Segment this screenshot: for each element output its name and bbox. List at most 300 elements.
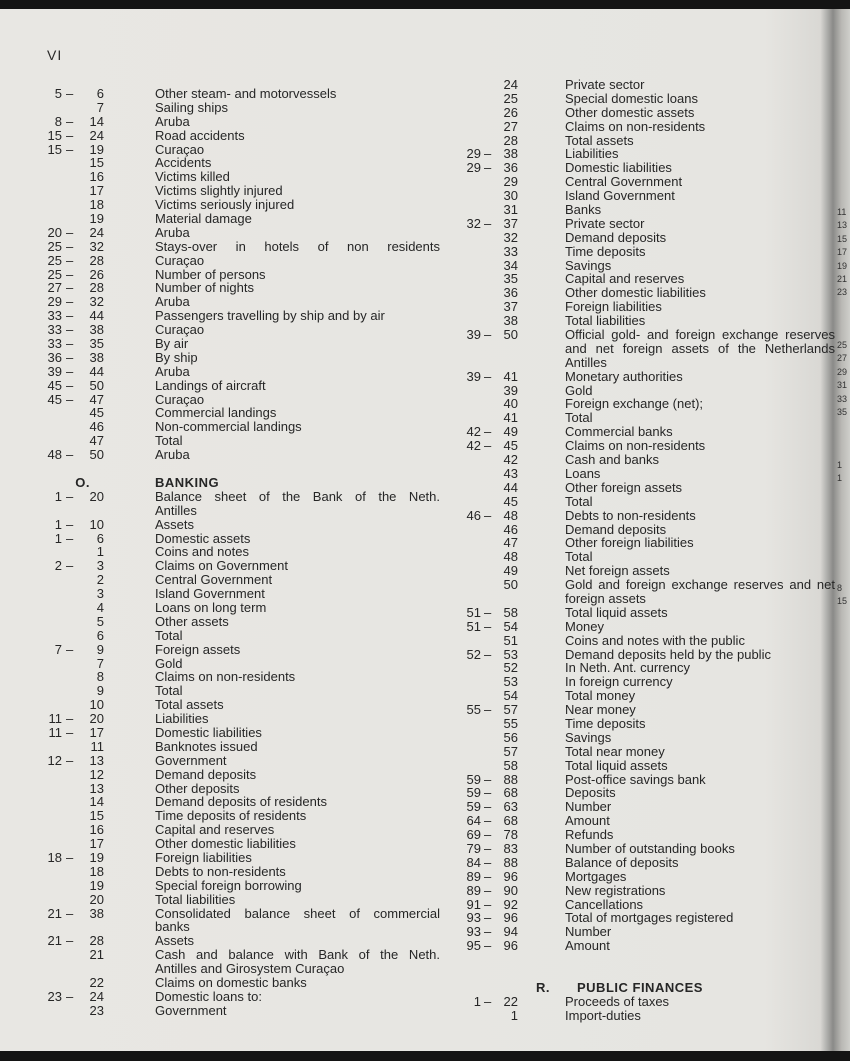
list-item: [0, 365, 440, 379]
table-title: Total liabilities: [155, 891, 236, 907]
table-number-from: 93: [466, 910, 481, 926]
table-number-to: 46: [89, 419, 104, 435]
list-item: [0, 559, 440, 573]
table-title: Stays-over in hotels of non residents: [155, 239, 440, 254]
table-title: Total: [565, 410, 593, 426]
list-item: [0, 920, 440, 934]
table-number-to: 41: [503, 368, 518, 384]
list-item: [440, 661, 850, 675]
table-title: Government: [155, 1002, 227, 1018]
list-item: [0, 393, 440, 407]
edge-number: 1: [837, 460, 843, 470]
table-number-to: 38: [503, 146, 518, 162]
table-number-to: 42: [503, 452, 518, 468]
list-item: [440, 161, 850, 175]
table-title: Claims on non-residents: [155, 669, 296, 685]
table-number-to: 83: [503, 840, 518, 856]
table-number-to: 14: [89, 794, 104, 810]
table-number-from: 55: [466, 702, 481, 718]
list-item: [440, 564, 850, 578]
table-number-to: 3: [96, 586, 104, 602]
document-page: [0, 9, 850, 1051]
table-number-from: 15: [47, 141, 62, 157]
range-dash: –: [484, 438, 492, 454]
list-item: [0, 865, 440, 879]
table-title: Victims slightly injured: [155, 183, 283, 199]
table-number-to: 14: [89, 113, 104, 129]
table-title: Private sector: [565, 215, 645, 231]
range-dash: –: [66, 641, 74, 657]
edge-number: 25: [837, 340, 848, 350]
table-number-to: 22: [503, 993, 518, 1009]
table-title: Domestic loans to:: [155, 988, 262, 1004]
edge-number: 19: [837, 260, 848, 271]
table-number-to: 18: [89, 197, 104, 213]
table-title: Foreign assets: [155, 641, 241, 657]
table-title: Other foreign liabilities: [565, 535, 694, 551]
edge-number: 15: [837, 596, 848, 607]
table-number-from: 32: [466, 215, 481, 231]
list-item: [0, 337, 440, 351]
spacer: [440, 967, 850, 981]
spacer: [0, 462, 440, 476]
section-heading: [440, 981, 850, 995]
table-number-to: 5: [96, 613, 104, 629]
table-number-from: 95: [466, 938, 481, 954]
list-item: [440, 120, 850, 134]
table-number-from: 59: [466, 785, 481, 801]
table-number-to: 19: [89, 877, 104, 893]
list-item: [440, 134, 850, 148]
table-number-from: 7: [54, 641, 62, 657]
list-item: [0, 434, 440, 448]
table-number-to: 10: [89, 697, 104, 713]
next-page-edge-numbers: [837, 207, 847, 301]
table-title: In Neth. Ant. currency: [565, 660, 691, 676]
table-title: Post-office savings bank: [565, 771, 706, 787]
list-item: [0, 184, 440, 198]
table-number-to: 45: [89, 405, 104, 421]
list-item: [0, 295, 440, 309]
list-item: [0, 309, 440, 323]
list-item: [440, 870, 850, 884]
table-title: Balance sheet of the Bank of the Neth.: [155, 489, 440, 504]
table-title: Aruba: [155, 447, 190, 463]
table-number-to: 49: [503, 563, 518, 579]
table-title: Cash and balance with Bank of the Neth.: [155, 948, 440, 963]
range-dash: –: [484, 327, 492, 343]
table-number-to: 54: [503, 618, 518, 634]
list-item: [0, 879, 440, 893]
table-number-to: 40: [503, 396, 518, 412]
list-item: [0, 143, 440, 157]
table-title: Money: [565, 618, 605, 634]
list-item: [0, 851, 440, 865]
table-number-to: 9: [96, 683, 104, 699]
list-item: [0, 809, 440, 823]
table-title: Domestic liabilities: [155, 724, 262, 740]
list-item: [0, 976, 440, 990]
table-title: Deposits: [565, 785, 616, 801]
table-title: Time deposits: [565, 715, 646, 731]
table-number-from: 29: [466, 146, 481, 162]
table-title: Import-duties: [565, 1007, 641, 1023]
list-item: [0, 406, 440, 420]
range-dash: –: [484, 507, 492, 523]
table-number-to: 68: [503, 813, 518, 829]
table-title: Coins and notes: [155, 544, 249, 560]
edge-number: 11: [837, 207, 847, 217]
table-number-to: 39: [503, 382, 518, 398]
table-number-to: 24: [503, 77, 518, 92]
table-title: Capital and reserves: [565, 271, 685, 287]
list-item: [440, 703, 850, 717]
table-title: Domestic liabilities: [565, 160, 672, 176]
table-title: Domestic assets: [155, 530, 251, 546]
table-title: Total liquid assets: [565, 757, 668, 773]
range-dash: –: [66, 252, 74, 268]
table-title: Other domestic liabilities: [565, 285, 706, 301]
list-item: [440, 536, 850, 550]
list-item: [0, 87, 440, 101]
list-item: [0, 156, 440, 170]
list-item: [0, 240, 440, 254]
list-item: [0, 198, 440, 212]
range-dash: –: [484, 160, 492, 176]
table-number-to: 17: [89, 724, 104, 740]
list-item: [440, 1009, 850, 1023]
range-dash: –: [484, 604, 492, 620]
list-item: [440, 939, 850, 953]
table-number-from: 93: [466, 924, 481, 940]
table-number-from: 25: [47, 252, 62, 268]
table-number-from: 33: [47, 308, 62, 324]
range-dash: –: [66, 447, 74, 463]
table-title: Sailing ships: [155, 99, 228, 115]
table-number-from: 15: [47, 127, 62, 143]
next-page-edge-numbers: [837, 460, 842, 487]
table-title: Total assets: [155, 697, 224, 713]
table-number-to: 35: [503, 271, 518, 287]
table-title: Foreign liabilities: [565, 299, 662, 315]
list-item: [440, 911, 850, 925]
table-title: Aruba: [155, 363, 190, 379]
table-number-to: 15: [89, 155, 104, 171]
table-number-to: 28: [89, 933, 104, 949]
table-title: Assets: [155, 516, 195, 532]
table-title: Monetary authorities: [565, 368, 683, 384]
table-number-to: 58: [503, 757, 518, 773]
table-title: Road accidents: [155, 127, 245, 143]
section-letter: O.: [75, 474, 90, 490]
list-item: [0, 323, 440, 337]
range-dash: –: [66, 127, 74, 143]
range-dash: –: [66, 488, 74, 504]
table-title: Curaçao: [155, 322, 205, 338]
list-item: [440, 439, 850, 453]
table-number-to: 6: [96, 530, 104, 546]
list-item: [440, 272, 850, 286]
table-title: Demand deposits: [565, 521, 667, 537]
table-number-to: 56: [503, 729, 518, 745]
table-number-to: 30: [503, 188, 518, 204]
range-dash: –: [66, 308, 74, 324]
list-item: [0, 504, 440, 518]
table-title: Material damage: [155, 211, 252, 227]
table-number-to: 21: [89, 947, 104, 963]
list-item: [0, 782, 440, 796]
range-dash: –: [66, 752, 74, 768]
list-item: [440, 759, 850, 773]
table-title: Near money: [565, 702, 636, 718]
table-number-to: 25: [503, 90, 518, 106]
table-title: Passengers travelling by ship and by air: [155, 308, 385, 324]
list-item: [440, 342, 850, 356]
table-number-from: 33: [47, 322, 62, 338]
list-item: [440, 898, 850, 912]
section-letter: R.: [536, 979, 550, 995]
table-number-to: 13: [89, 752, 104, 768]
table-title: Foreign liabilities: [155, 849, 252, 865]
table-number-from: 1: [473, 993, 481, 1009]
spacer: [440, 953, 850, 967]
table-number-to: 32: [89, 238, 104, 254]
list-item: [440, 356, 850, 370]
range-dash: –: [484, 215, 492, 231]
table-title: Number of nights: [155, 280, 254, 296]
table-number-from: 5: [54, 86, 62, 101]
table-number-to: 20: [89, 711, 104, 727]
list-item: [0, 893, 440, 907]
list-item: [440, 925, 850, 939]
table-number-from: 27: [47, 280, 62, 296]
table-number-to: 28: [503, 132, 518, 148]
list-item: [0, 740, 440, 754]
list-item: [440, 995, 850, 1009]
table-title: Private sector: [565, 77, 645, 92]
table-number-to: 94: [503, 924, 518, 940]
list-item: [0, 101, 440, 115]
range-dash: –: [66, 849, 74, 865]
table-number-to: 19: [89, 849, 104, 865]
list-item: [440, 648, 850, 662]
list-item: [0, 657, 440, 671]
table-number-from: 46: [466, 507, 481, 523]
range-dash: –: [66, 711, 74, 727]
table-title: Foreign exchange (net);: [565, 396, 704, 412]
list-item: [0, 532, 440, 546]
range-dash: –: [66, 933, 74, 949]
table-number-to: 9: [96, 641, 104, 657]
range-dash: –: [66, 988, 74, 1004]
table-title: Number: [565, 799, 612, 815]
next-page-edge-numbers: [837, 583, 847, 610]
list-item: [440, 92, 850, 106]
table-title: Total of mortgages registered: [565, 910, 734, 926]
list-item: [440, 856, 850, 870]
list-item: [0, 795, 440, 809]
table-title: Cancellations: [565, 896, 644, 912]
table-title: Total: [565, 549, 593, 565]
table-number-from: 11: [48, 711, 62, 727]
table-title: Aruba: [155, 224, 190, 240]
list-item: [440, 800, 850, 814]
table-number-to: 24: [89, 224, 104, 240]
list-item: [440, 328, 850, 342]
range-dash: –: [66, 377, 74, 393]
range-dash: –: [66, 224, 74, 240]
table-number-to: 58: [503, 604, 518, 620]
list-item: [440, 384, 850, 398]
range-dash: –: [484, 813, 492, 829]
table-title: Balance of deposits: [565, 854, 679, 870]
table-number-from: 21: [47, 905, 62, 921]
list-item: [440, 370, 850, 384]
list-item: [0, 948, 440, 962]
table-title: and net foreign assets of the Netherlands: [565, 341, 835, 356]
table-number-to: 19: [89, 211, 104, 227]
list-item: [440, 453, 850, 467]
table-title: Total: [155, 433, 183, 449]
table-title: Savings: [565, 729, 612, 745]
table-title: Total: [155, 683, 183, 699]
range-dash: –: [484, 993, 492, 1009]
list-item: [440, 550, 850, 564]
range-dash: –: [66, 141, 74, 157]
table-title: Government: [155, 752, 227, 768]
table-title: Liabilities: [155, 711, 209, 727]
list-item: [440, 495, 850, 509]
table-number-to: 90: [503, 882, 518, 898]
table-number-to: 88: [503, 771, 518, 787]
table-number-to: 23: [89, 1002, 104, 1018]
table-number-to: 33: [503, 243, 518, 259]
range-dash: –: [484, 868, 492, 884]
table-number-to: 55: [503, 715, 518, 731]
table-title: Number: [565, 924, 612, 940]
list-item: [440, 675, 850, 689]
table-title: banks: [155, 919, 190, 935]
table-number-to: 35: [89, 336, 104, 352]
table-title: Claims on domestic banks: [155, 975, 307, 990]
table-number-to: 44: [503, 479, 518, 495]
table-number-to: 31: [503, 202, 518, 218]
table-number-to: 50: [89, 447, 104, 463]
table-title: Official gold- and foreign exchange reserves: [565, 328, 835, 342]
list-item: [440, 842, 850, 856]
table-title: Aruba: [155, 294, 190, 310]
list-item: [440, 411, 850, 425]
table-number-to: 50: [503, 327, 518, 343]
table-number-to: 10: [89, 516, 104, 532]
table-number-to: 96: [503, 938, 518, 954]
table-number-to: 37: [503, 299, 518, 315]
list-item: [0, 754, 440, 768]
list-item: [440, 786, 850, 800]
table-title: Debts to non-residents: [155, 863, 286, 879]
table-number-to: 38: [89, 905, 104, 921]
table-title: Commercial banks: [565, 424, 673, 440]
table-number-to: 1: [510, 1007, 518, 1023]
list-item: [0, 490, 440, 504]
table-title: Gold: [565, 382, 593, 398]
range-dash: –: [484, 840, 492, 856]
range-dash: –: [66, 294, 74, 310]
table-number-from: 1: [54, 488, 62, 504]
table-number-to: 15: [89, 808, 104, 824]
list-item: [440, 606, 850, 620]
table-number-to: 47: [503, 535, 518, 551]
list-item: [0, 726, 440, 740]
table-title: Consolidated balance sheet of commercial: [155, 906, 440, 921]
list-item: [440, 425, 850, 439]
edge-number: 29: [837, 366, 848, 377]
table-title: Demand deposits: [155, 766, 257, 782]
table-number-to: 53: [503, 674, 518, 690]
range-dash: –: [66, 86, 74, 101]
range-dash: –: [66, 280, 74, 296]
table-number-to: 52: [503, 660, 518, 676]
table-number-from: 39: [466, 327, 481, 343]
list-item: [440, 300, 850, 314]
list-item: [440, 745, 850, 759]
table-number-from: 59: [466, 799, 481, 815]
list-item: [0, 990, 440, 1004]
edge-number: 13: [837, 220, 848, 231]
table-number-to: 45: [503, 438, 518, 454]
edge-number: 35: [837, 406, 848, 417]
list-item: [0, 837, 440, 851]
table-number-to: 6: [96, 86, 104, 101]
list-item: [440, 828, 850, 842]
table-number-from: 84: [466, 854, 481, 870]
table-title: Claims on Government: [155, 558, 288, 574]
table-number-from: 8: [54, 113, 62, 129]
range-dash: –: [66, 530, 74, 546]
table-number-to: 47: [89, 391, 104, 407]
table-number-to: 57: [503, 702, 518, 718]
table-title: Victims seriously injured: [155, 197, 295, 213]
table-title: foreign assets: [565, 590, 646, 606]
table-number-to: 96: [503, 868, 518, 884]
list-item: [0, 615, 440, 629]
table-number-from: 39: [466, 368, 481, 384]
table-title: Amount: [565, 938, 610, 954]
table-number-from: 59: [466, 771, 481, 787]
table-number-from: 29: [47, 294, 62, 310]
table-number-from: 12: [47, 752, 62, 768]
table-number-to: 53: [503, 646, 518, 662]
edge-number: 31: [837, 380, 848, 391]
list-item: [440, 286, 850, 300]
table-number-from: 20: [47, 224, 62, 240]
table-title: Liabilities: [565, 146, 619, 162]
table-number-to: 50: [89, 377, 104, 393]
range-dash: –: [66, 391, 74, 407]
table-title: Antilles: [155, 502, 197, 518]
table-title: Victims killed: [155, 169, 230, 185]
table-number-from: 33: [47, 336, 62, 352]
table-number-to: 19: [89, 141, 104, 157]
table-title: Antilles and Girosystem Curaçao: [155, 961, 345, 977]
list-item: [440, 689, 850, 703]
table-title: Other deposits: [155, 780, 240, 796]
table-number-to: 20: [89, 891, 104, 907]
table-title: Gold and foreign exchange reserves and net: [565, 578, 835, 592]
table-title: Net foreign assets: [565, 563, 670, 579]
table-number-from: 11: [48, 724, 62, 740]
table-number-to: 16: [89, 822, 104, 838]
